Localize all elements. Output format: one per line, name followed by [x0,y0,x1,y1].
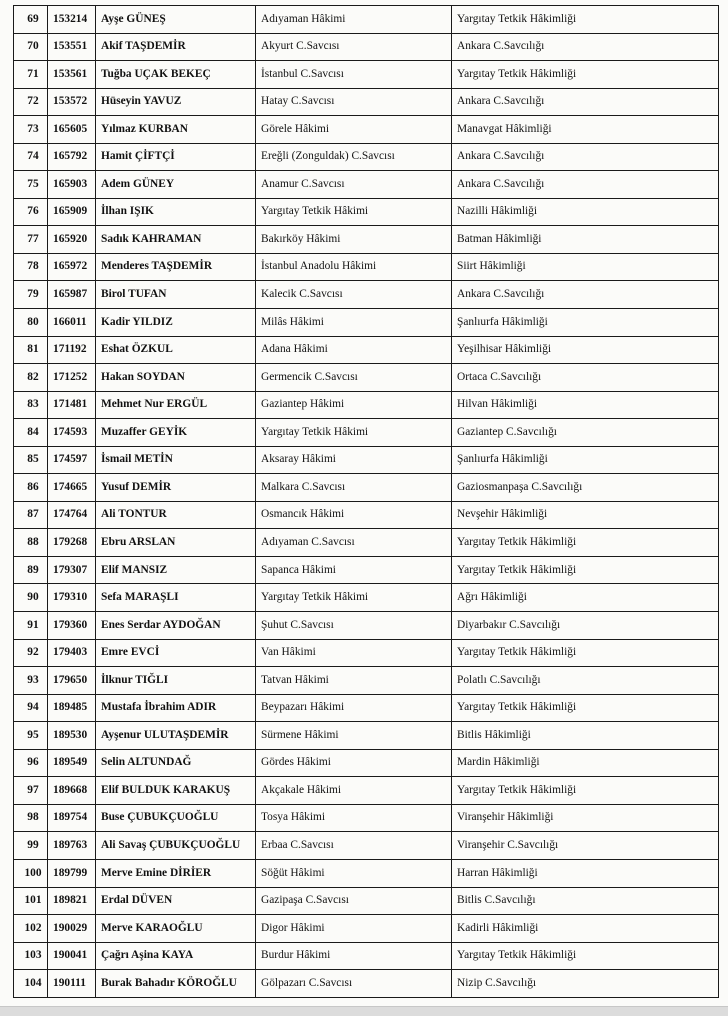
person-name-cell: Yılmaz KURBAN [96,116,256,144]
registry-number-cell: 174764 [48,501,96,529]
new-post-cell: Nazilli Hâkimliği [452,198,719,226]
current-post-cell: Tosya Hâkimi [256,804,452,832]
row-number-cell: 98 [14,804,48,832]
row-number-cell: 96 [14,749,48,777]
person-name-cell: Ali Savaş ÇUBUKÇUOĞLU [96,832,256,860]
registry-number-cell: 165903 [48,171,96,199]
new-post-cell: Ankara C.Savcılığı [452,281,719,309]
current-post-cell: Anamur C.Savcısı [256,171,452,199]
registry-number-cell: 189799 [48,859,96,887]
person-name-cell: Kadir YILDIZ [96,309,256,337]
new-post-cell: Kadirli Hâkimliği [452,915,719,943]
row-number-cell: 73 [14,116,48,144]
person-name-cell: Burak Bahadır KÖROĞLU [96,970,256,998]
current-post-cell: Beypazarı Hâkimi [256,694,452,722]
current-post-cell: Yargıtay Tetkik Hâkimi [256,584,452,612]
new-post-cell: Ortaca C.Savcılığı [452,364,719,392]
table-row [14,33,719,61]
person-name-cell: Hakan SOYDAN [96,364,256,392]
registry-number-cell: 165987 [48,281,96,309]
new-post-cell: Yeşilhisar Hâkimliği [452,336,719,364]
table-row [14,804,719,832]
table-row [14,694,719,722]
new-post-cell: Ağrı Hâkimliği [452,584,719,612]
new-post-cell: Yargıtay Tetkik Hâkimliği [452,942,719,970]
current-post-cell: İstanbul C.Savcısı [256,61,452,89]
person-name-cell: Elif MANSIZ [96,556,256,584]
current-post-cell: Hatay C.Savcısı [256,88,452,116]
row-number-cell: 100 [14,859,48,887]
table-row [14,171,719,199]
registry-number-cell: 179310 [48,584,96,612]
registry-number-cell: 179403 [48,639,96,667]
person-name-cell: Ayşenur ULUTAŞDEMİR [96,722,256,750]
row-number-cell: 82 [14,364,48,392]
current-post-cell: Yargıtay Tetkik Hâkimi [256,419,452,447]
table-row [14,859,719,887]
table-row [14,942,719,970]
person-name-cell: Emre EVCİ [96,639,256,667]
table-row [14,612,719,640]
current-post-cell: Sürmene Hâkimi [256,722,452,750]
new-post-cell: Yargıtay Tetkik Hâkimliği [452,529,719,557]
table-row [14,529,719,557]
row-number-cell: 89 [14,556,48,584]
registry-number-cell: 190111 [48,970,96,998]
person-name-cell: Mustafa İbrahim ADIR [96,694,256,722]
row-number-cell: 93 [14,667,48,695]
current-post-cell: Gördes Hâkimi [256,749,452,777]
row-number-cell: 81 [14,336,48,364]
new-post-cell: Yargıtay Tetkik Hâkimliği [452,556,719,584]
current-post-cell: Van Hâkimi [256,639,452,667]
person-name-cell: Hamit ÇİFTÇİ [96,143,256,171]
new-post-cell: Diyarbakır C.Savcılığı [452,612,719,640]
person-name-cell: Menderes TAŞDEMİR [96,253,256,281]
row-number-cell: 103 [14,942,48,970]
row-number-cell: 84 [14,419,48,447]
table-row [14,226,719,254]
current-post-cell: Yargıtay Tetkik Hâkimi [256,198,452,226]
new-post-cell: Gaziosmanpaşa C.Savcılığı [452,474,719,502]
current-post-cell: Osmancık Hâkimi [256,501,452,529]
person-name-cell: Mehmet Nur ERGÜL [96,391,256,419]
registry-number-cell: 189821 [48,887,96,915]
table-row [14,391,719,419]
new-post-cell: Gaziantep C.Savcılığı [452,419,719,447]
row-number-cell: 95 [14,722,48,750]
table-row [14,970,719,998]
person-name-cell: Çağrı Aşina KAYA [96,942,256,970]
person-name-cell: Birol TUFAN [96,281,256,309]
table-row [14,336,719,364]
registry-number-cell: 171252 [48,364,96,392]
table-row [14,419,719,447]
table-row [14,556,719,584]
new-post-cell: Ankara C.Savcılığı [452,143,719,171]
row-number-cell: 87 [14,501,48,529]
row-number-cell: 88 [14,529,48,557]
row-number-cell: 97 [14,777,48,805]
registry-number-cell: 189668 [48,777,96,805]
person-name-cell: Ayşe GÜNEŞ [96,6,256,34]
person-name-cell: Buse ÇUBUKÇUOĞLU [96,804,256,832]
table-row [14,584,719,612]
current-post-cell: İstanbul Anadolu Hâkimi [256,253,452,281]
current-post-cell: Milâs Hâkimi [256,309,452,337]
current-post-cell: Erbaa C.Savcısı [256,832,452,860]
registry-number-cell: 171192 [48,336,96,364]
registry-number-cell: 153561 [48,61,96,89]
row-number-cell: 104 [14,970,48,998]
person-name-cell: Ali TONTUR [96,501,256,529]
row-number-cell: 83 [14,391,48,419]
new-post-cell: Yargıtay Tetkik Hâkimliği [452,639,719,667]
person-name-cell: İsmail METİN [96,446,256,474]
row-number-cell: 70 [14,33,48,61]
new-post-cell: Şanlıurfa Hâkimliği [452,309,719,337]
new-post-cell: Ankara C.Savcılığı [452,171,719,199]
new-post-cell: Viranşehir C.Savcılığı [452,832,719,860]
new-post-cell: Bitlis C.Savcılığı [452,887,719,915]
row-number-cell: 94 [14,694,48,722]
current-post-cell: Aksaray Hâkimi [256,446,452,474]
registry-number-cell: 165792 [48,143,96,171]
person-name-cell: Sefa MARAŞLI [96,584,256,612]
row-number-cell: 92 [14,639,48,667]
registry-number-cell: 179268 [48,529,96,557]
current-post-cell: Tatvan Hâkimi [256,667,452,695]
table-row [14,143,719,171]
registry-number-cell: 165920 [48,226,96,254]
registry-number-cell: 165972 [48,253,96,281]
current-post-cell: Ereğli (Zonguldak) C.Savcısı [256,143,452,171]
registry-number-cell: 171481 [48,391,96,419]
new-post-cell: Nevşehir Hâkimliği [452,501,719,529]
new-post-cell: Harran Hâkimliği [452,859,719,887]
table-row [14,639,719,667]
current-post-cell: Burdur Hâkimi [256,942,452,970]
table-row [14,722,719,750]
new-post-cell: Ankara C.Savcılığı [452,88,719,116]
registry-number-cell: 165909 [48,198,96,226]
table-row [14,309,719,337]
registry-number-cell: 179307 [48,556,96,584]
registry-number-cell: 174597 [48,446,96,474]
table-row [14,61,719,89]
registry-number-cell: 166011 [48,309,96,337]
registry-number-cell: 189485 [48,694,96,722]
registry-number-cell: 179650 [48,667,96,695]
row-number-cell: 78 [14,253,48,281]
registry-number-cell: 189530 [48,722,96,750]
person-name-cell: Eshat ÖZKUL [96,336,256,364]
new-post-cell: Bitlis Hâkimliği [452,722,719,750]
new-post-cell: Viranşehir Hâkimliği [452,804,719,832]
person-name-cell: Yusuf DEMİR [96,474,256,502]
table-row [14,198,719,226]
registry-number-cell: 189763 [48,832,96,860]
new-post-cell: Ankara C.Savcılığı [452,33,719,61]
new-post-cell: Batman Hâkimliği [452,226,719,254]
new-post-cell: Yargıtay Tetkik Hâkimliği [452,61,719,89]
row-number-cell: 90 [14,584,48,612]
registry-number-cell: 165605 [48,116,96,144]
table-row [14,364,719,392]
row-number-cell: 76 [14,198,48,226]
new-post-cell: Şanlıurfa Hâkimliği [452,446,719,474]
table-row [14,446,719,474]
new-post-cell: Manavgat Hâkimliği [452,116,719,144]
person-name-cell: Enes Serdar AYDOĞAN [96,612,256,640]
current-post-cell: Gazipaşa C.Savcısı [256,887,452,915]
row-number-cell: 101 [14,887,48,915]
current-post-cell: Gölpazarı C.Savcısı [256,970,452,998]
row-number-cell: 91 [14,612,48,640]
registry-number-cell: 153572 [48,88,96,116]
row-number-cell: 79 [14,281,48,309]
person-name-cell: Selin ALTUNDAĞ [96,749,256,777]
table-body [14,6,719,998]
current-post-cell: Adıyaman C.Savcısı [256,529,452,557]
table-row [14,915,719,943]
current-post-cell: Akyurt C.Savcısı [256,33,452,61]
registry-number-cell: 174593 [48,419,96,447]
new-post-cell: Mardin Hâkimliği [452,749,719,777]
current-post-cell: Görele Hâkimi [256,116,452,144]
table-row [14,667,719,695]
registry-number-cell: 189549 [48,749,96,777]
registry-number-cell: 174665 [48,474,96,502]
current-post-cell: Akçakale Hâkimi [256,777,452,805]
person-name-cell: Ebru ARSLAN [96,529,256,557]
current-post-cell: Gaziantep Hâkimi [256,391,452,419]
person-name-cell: İlhan IŞIK [96,198,256,226]
person-name-cell: Merve Emine DİRİER [96,859,256,887]
current-post-cell: Şuhut C.Savcısı [256,612,452,640]
current-post-cell: Adana Hâkimi [256,336,452,364]
person-name-cell: Sadık KAHRAMAN [96,226,256,254]
registry-number-cell: 153214 [48,6,96,34]
new-post-cell: Siirt Hâkimliği [452,253,719,281]
current-post-cell: Germencik C.Savcısı [256,364,452,392]
new-post-cell: Nizip C.Savcılığı [452,970,719,998]
registry-number-cell: 153551 [48,33,96,61]
row-number-cell: 102 [14,915,48,943]
current-post-cell: Sapanca Hâkimi [256,556,452,584]
row-number-cell: 85 [14,446,48,474]
person-name-cell: İlknur TIĞLI [96,667,256,695]
table-row [14,88,719,116]
table-row [14,749,719,777]
registry-number-cell: 189754 [48,804,96,832]
current-post-cell: Bakırköy Hâkimi [256,226,452,254]
person-name-cell: Adem GÜNEY [96,171,256,199]
person-name-cell: Tuğba UÇAK BEKEÇ [96,61,256,89]
table-row [14,777,719,805]
row-number-cell: 77 [14,226,48,254]
current-post-cell: Kalecik C.Savcısı [256,281,452,309]
current-post-cell: Söğüt Hâkimi [256,859,452,887]
new-post-cell: Yargıtay Tetkik Hâkimliği [452,694,719,722]
row-number-cell: 86 [14,474,48,502]
registry-number-cell: 190041 [48,942,96,970]
table-row [14,281,719,309]
table-row [14,832,719,860]
table-row [14,887,719,915]
registry-number-cell: 190029 [48,915,96,943]
person-name-cell: Akif TAŞDEMİR [96,33,256,61]
table-row [14,116,719,144]
table-row [14,253,719,281]
person-name-cell: Merve KARAOĞLU [96,915,256,943]
row-number-cell: 80 [14,309,48,337]
person-name-cell: Erdal DÜVEN [96,887,256,915]
current-post-cell: Malkara C.Savcısı [256,474,452,502]
current-post-cell: Digor Hâkimi [256,915,452,943]
registry-number-cell: 179360 [48,612,96,640]
row-number-cell: 69 [14,6,48,34]
person-name-cell: Muzaffer GEYİK [96,419,256,447]
appointment-table [13,5,719,998]
row-number-cell: 99 [14,832,48,860]
new-post-cell: Polatlı C.Savcılığı [452,667,719,695]
new-post-cell: Hilvan Hâkimliği [452,391,719,419]
row-number-cell: 75 [14,171,48,199]
person-name-cell: Hüseyin YAVUZ [96,88,256,116]
row-number-cell: 72 [14,88,48,116]
table-row [14,6,719,34]
person-name-cell: Elif BULDUK KARAKUŞ [96,777,256,805]
current-post-cell: Adıyaman Hâkimi [256,6,452,34]
new-post-cell: Yargıtay Tetkik Hâkimliği [452,777,719,805]
row-number-cell: 74 [14,143,48,171]
row-number-cell: 71 [14,61,48,89]
table-row [14,474,719,502]
table-row [14,501,719,529]
new-post-cell: Yargıtay Tetkik Hâkimliği [452,6,719,34]
